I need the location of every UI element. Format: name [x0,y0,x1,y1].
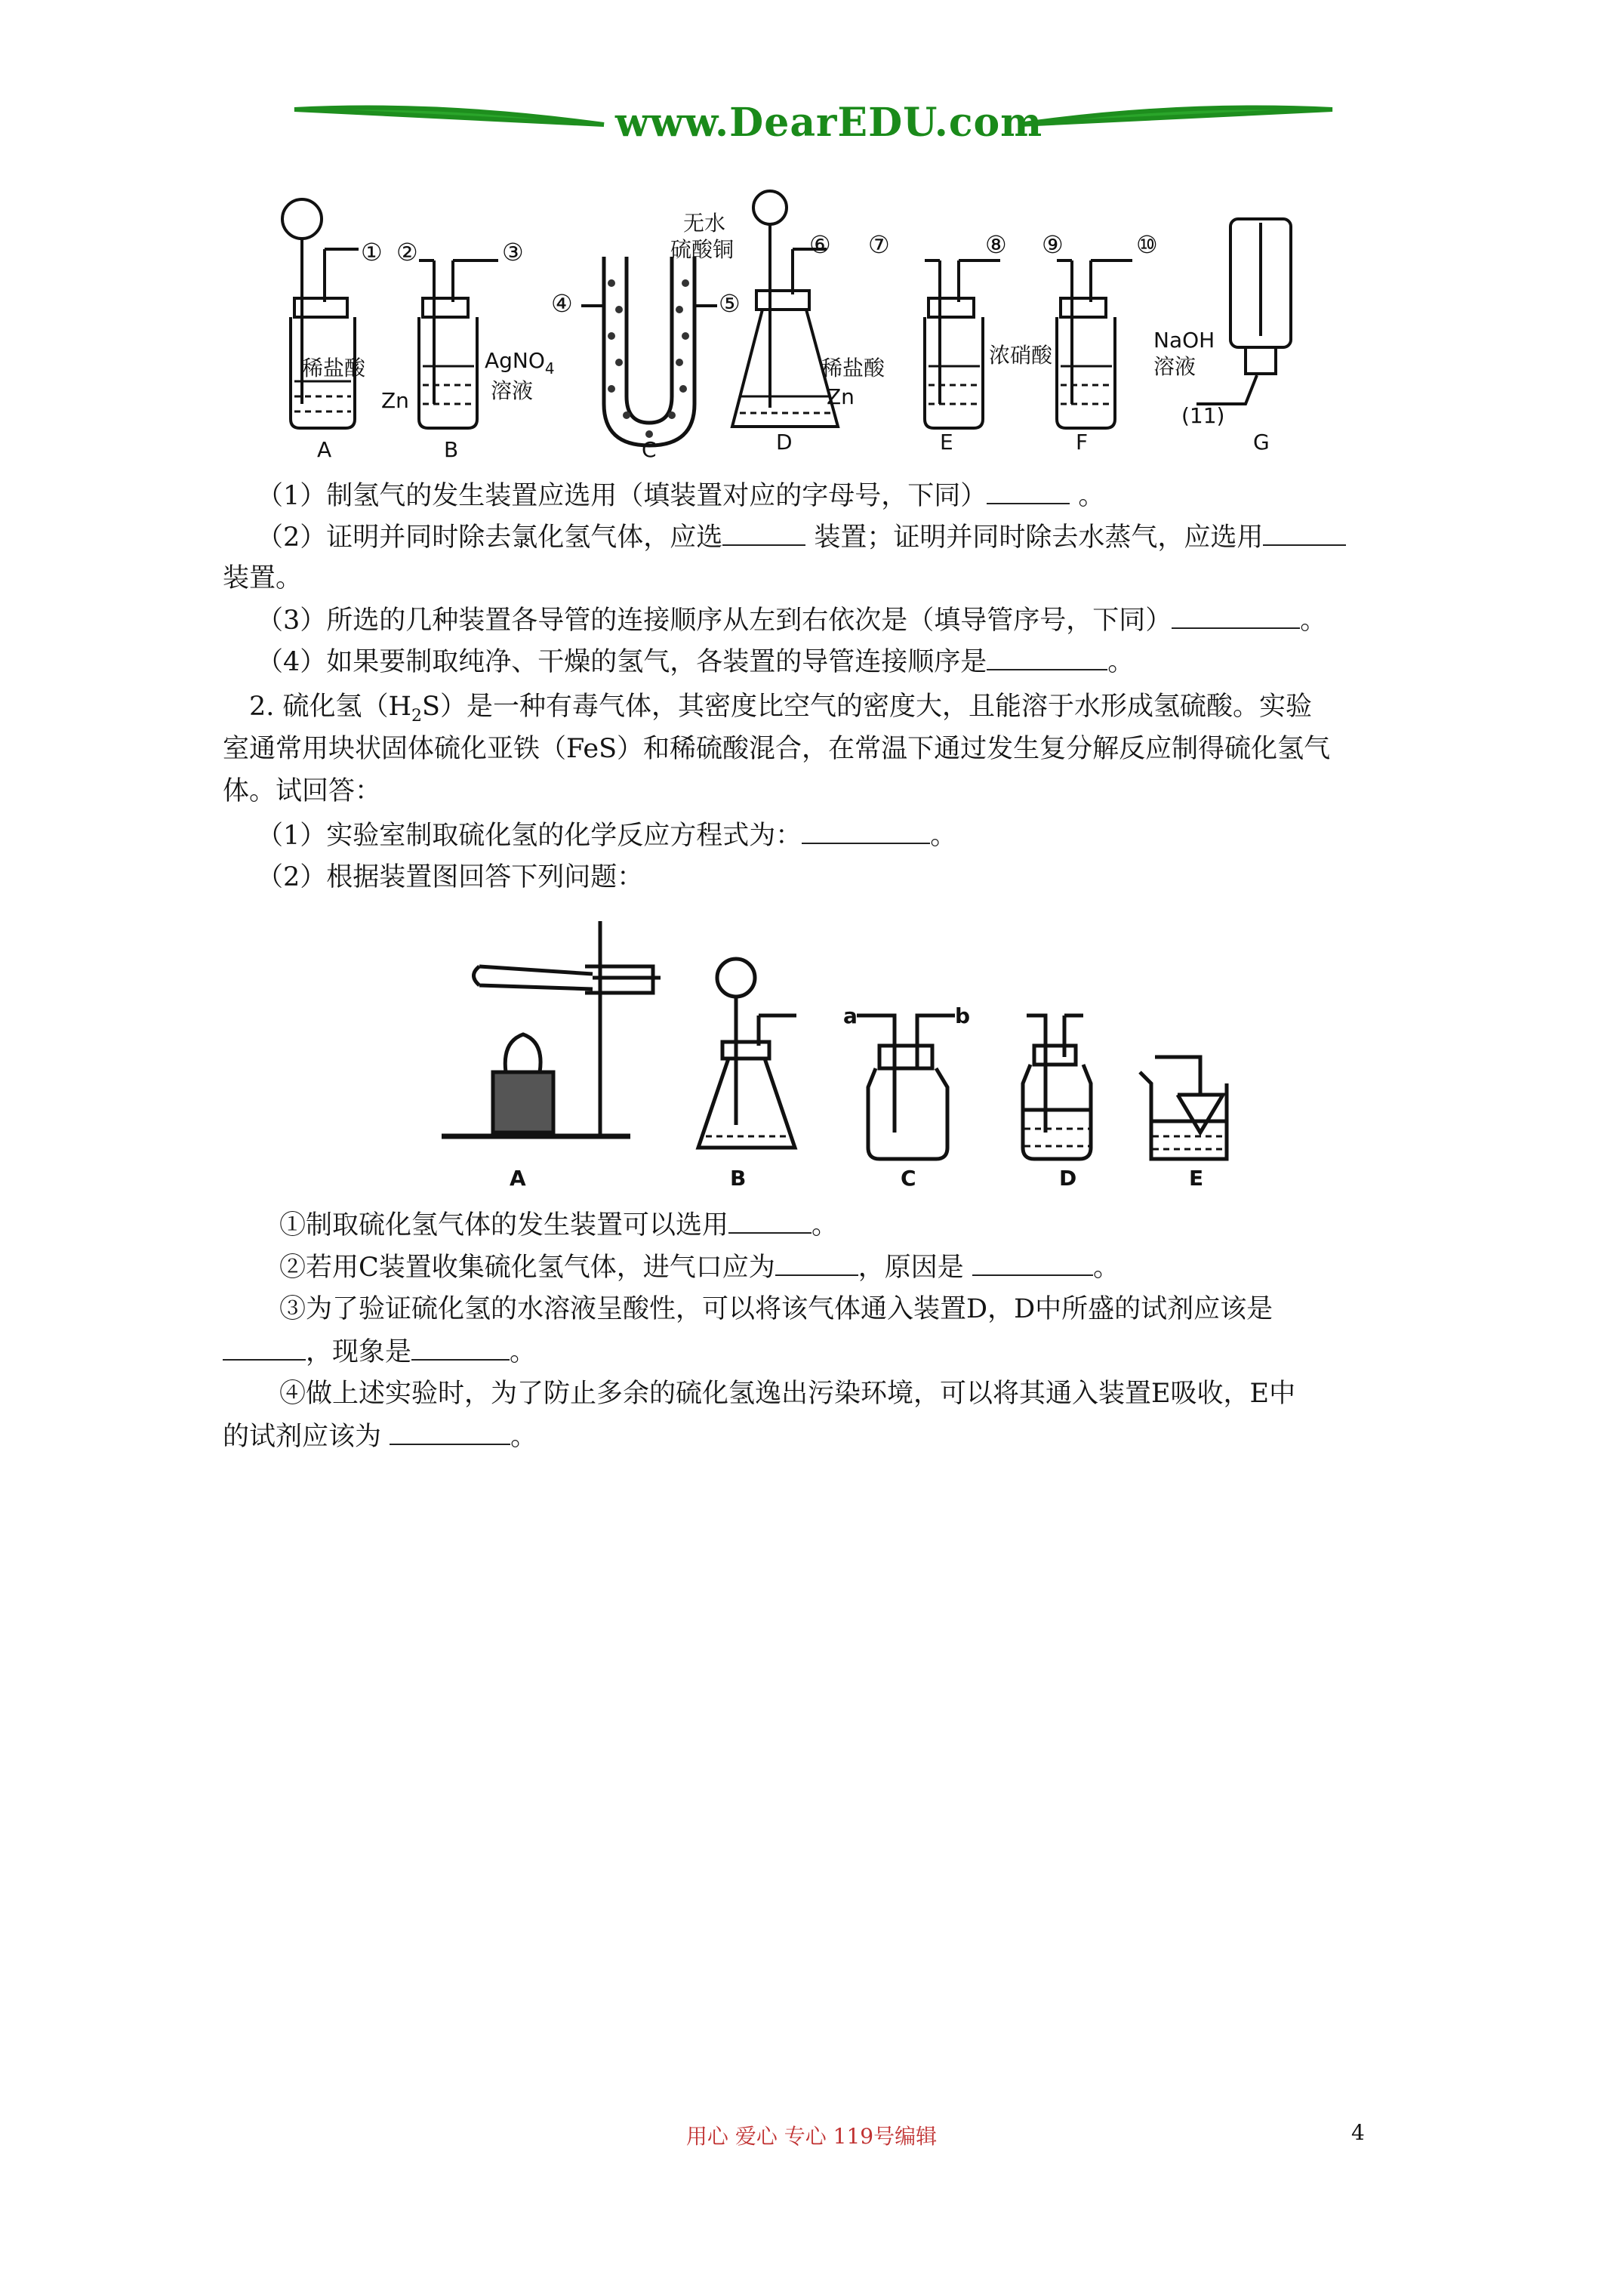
q2-sub1: （1）实验室制取硫化氢的化学反应方程式为： 。 [257,815,956,855]
tube-label-1: ① [361,238,383,267]
q2-circle3: ③为了验证硫化氢的水溶液呈酸性，可以将该气体通入装置D，D中所盛的试剂应该是 [279,1294,1273,1324]
answer-blank[interactable] [390,1416,510,1445]
apparatus2-letter-e: E [1189,1166,1204,1191]
answer-blank[interactable] [223,1332,306,1361]
q2-sub2: （2）根据装置图回答下列问题： [257,862,644,892]
label-agno3: AgNO$_4$ [485,348,555,378]
page-number: 4 [1351,2120,1365,2145]
site-logo-text: www.DearEDU.com [615,100,1043,146]
label-naoh-solution: 溶液 [1153,354,1196,379]
right-swoosh [1019,108,1332,125]
tube-label-7: ⑦ [868,230,890,259]
q2-circle1: ①制取硫化氢气体的发生装置可以选用 。 [279,1205,838,1245]
apparatus2-letter-d: D [1059,1166,1077,1191]
q1-part3: （3）所选的几种装置各导管的连接顺序从左到右依次是（填导管序号，下同） 。 [257,600,1326,640]
label-zn-d: Zn [827,384,855,409]
q2-intro-line3: 体。试回答： [223,776,382,806]
label-agno3-solution: 溶液 [491,378,534,403]
q2-intro-line2: 室通常用块状固体硫化亚铁（FeS）和稀硫酸混合，在常温下通过发生复分解反应制得硫化氢气 [223,734,1331,764]
tube-label-2: ② [396,238,418,267]
label-conc-acid: 浓硝酸 [989,343,1053,368]
label-anhydrous-2: 硫酸铜 [670,237,735,262]
apparatus-letter-f: F [1076,430,1089,455]
apparatus-letter-e: E [940,430,953,455]
q2-intro-line1: 2. 硫化氢$(H_2S)$是一种有毒气体，其密度比空气的密度大，且能溶于水形成氢硫酸。实验 [249,692,1313,726]
answer-blank[interactable] [1172,600,1300,629]
tube-label-5: ⑤ [719,289,741,318]
answer-blank[interactable] [987,476,1070,504]
tube-label-8: ⑧ [985,230,1007,259]
answer-blank[interactable] [728,1205,812,1234]
left-swoosh [294,108,604,125]
q2-circle4: ④做上述实验时，为了防止多余的硫化氢逸出污染环境，可以将其通入装置E吸收，E中 [279,1379,1296,1409]
apparatus2-letter-b: B [730,1166,747,1191]
label-dilute-hcl-d: 稀盐酸 [821,356,885,381]
answer-blank[interactable] [972,1247,1093,1276]
q1-part2: （2）证明并同时除去氯化氢气体，应选 装置；证明并同时除去水蒸气，应选用 [257,517,1346,557]
answer-blank[interactable] [411,1332,510,1361]
answer-blank[interactable] [987,642,1107,670]
q2-circle4-cont: 的试剂应该为 。 [223,1416,537,1456]
answer-blank[interactable] [802,815,930,844]
tube-label-4: ④ [551,289,573,318]
tube-label-9: ⑨ [1042,230,1064,259]
port-a-label: a [843,1003,858,1028]
apparatus2-letter-a: A [510,1166,526,1191]
answer-blank[interactable] [1263,517,1346,546]
figure-2-apparatus [434,906,1287,1200]
apparatus-letter-c: C [642,437,657,462]
label-dilute-hcl-a: 稀盐酸 [302,356,366,381]
q1-part2-cont: 装置。 [223,563,303,593]
apparatus-letter-g: G [1253,430,1270,455]
answer-blank[interactable] [775,1247,858,1276]
tube-label-11: (11) [1181,403,1225,428]
answer-blank[interactable] [722,517,805,546]
label-anhydrous-1: 无水 [683,211,726,236]
footer-text: 用心 爱心 专心 119号编辑 [685,2124,938,2149]
figure-1-apparatus [272,177,1298,464]
tube-label-10: ⑩ [1136,230,1158,259]
port-b-label: b [955,1003,971,1028]
apparatus-letter-a: A [317,437,332,462]
apparatus-letter-b: B [444,437,459,462]
tube-label-3: ③ [502,238,524,267]
label-naoh: NaOH [1153,328,1215,353]
q2-circle3-cont: ，现象是 。 [223,1332,536,1372]
apparatus2-letter-c: C [901,1166,916,1191]
q1-part4: （4）如果要制取纯净、干燥的氢气，各装置的导管连接顺序是 。 [257,642,1134,682]
q2-circle2: ②若用C装置收集硫化氢气体，进气口应为 ，原因是 。 [279,1247,1119,1287]
q1-part1: （1）制氢气的发生装置应选用（填装置对应的字母号，下同） 。 [257,476,1104,516]
tube-label-6: ⑥ [809,230,831,259]
label-zn-a: Zn [381,388,409,413]
apparatus-letter-d: D [776,430,793,455]
